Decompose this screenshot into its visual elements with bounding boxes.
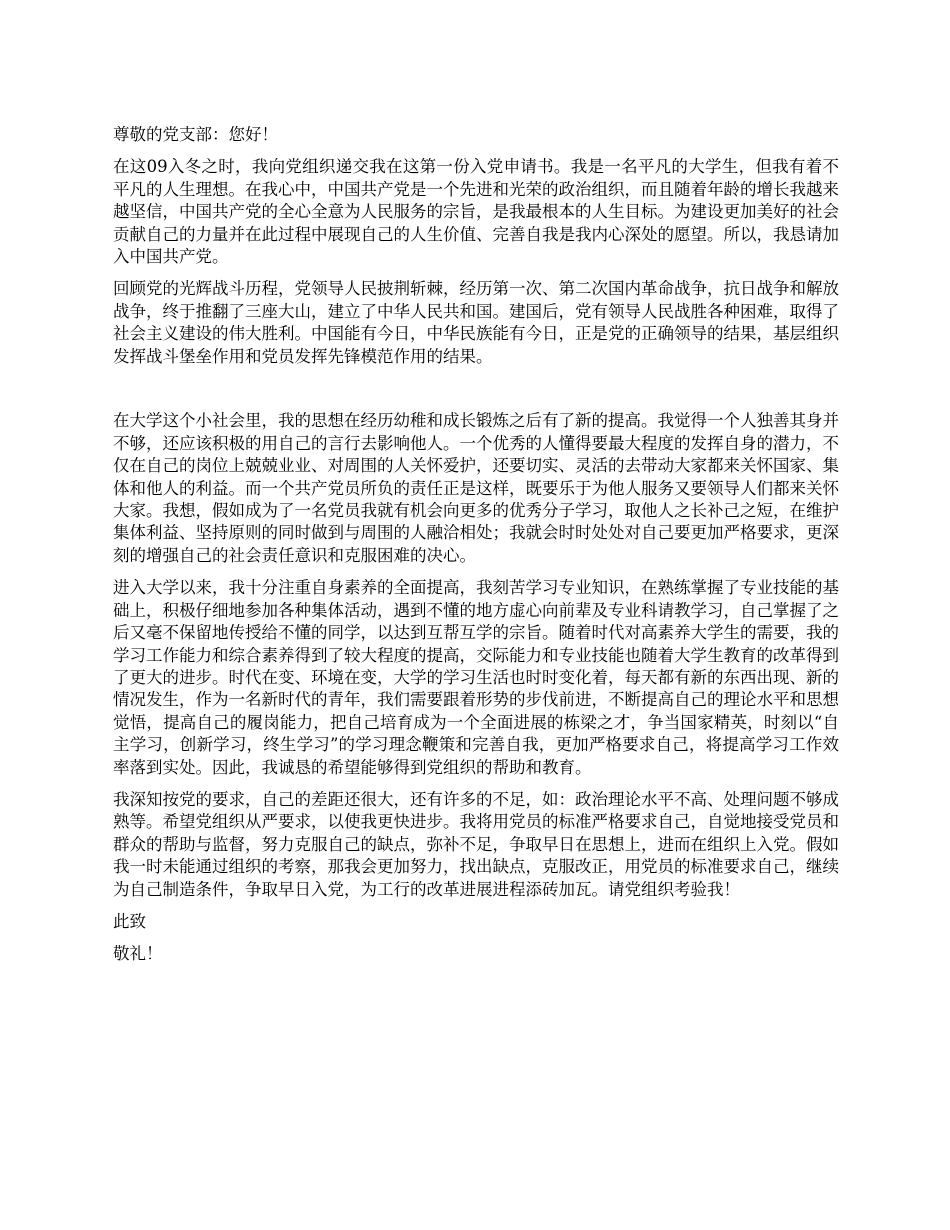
blank-line [113,378,839,400]
letter-closing-zhici: 此致 [113,911,146,931]
letter-paragraph-1: 在这09入冬之时，我向党组织递交我在这第一份入党申请书。我是一名平凡的大学生，但我有着不平凡的人生理想。在我心中，中国共产党是一个先进和光荣的政治组织，而且随着年龄的增长我越来越坚信，中国共产党的全心全意为人民服务的宗旨，是我最根本的人生目标。为建设更加美好的社会贡献自己的力量并在此过程中展现自己的人生价值、完善自我是我内心深处的愿望。所以，我恳请加入中国共产党。 [113,157,839,267]
letter-closing-jingli: 敬礼！ [113,944,163,964]
letter-paragraph-5: 我深知按党的要求，自己的差距还很大，还有许多的不足，如：政治理论水平不高、处理问题不够成熟等。希望党组织从严要求，以使我更快进步。我将用党员的标准严格要求自己，自觉地接受党员和群众的帮助与监督，努力克服自己的缺点，弥补不足，争取早日在思想上，进而在组织上入党。假如我一时未能通过组织的考察，那我会更加努力，找出缺点，克服改正，用党员的标准要求自己，继续为自己制造条件，争取早日入党，为工行的改革进展进程添砖加瓦。请党组织考验我！ [113,789,839,899]
letter-body [113,124,839,976]
letter-paragraph-3: 在大学这个小社会里，我的思想在经历幼稚和成长锻炼之后有了新的提高。我觉得一个人独善其身并不够，还应该积极的用自己的言行去影响他人。一个优秀的人懂得要最大程度的发挥自身的潜力，不仅在自己的岗位上兢兢业业、对周围的人关怀爱护，还要切实、灵活的去带动大家都来关怀国家、集体和他人的利益。而一个共产党员所负的责任正是这样，既要乐于为他人服务又要领导人们都来关怀大家。我想，假如成为了一名党员我就有机会向更多的优秀分子学习，取他人之长补己之短，在维护集体利益、坚持原则的同时做到与周围的人融洽相处；我就会时时处处对自己要更加严格要求，更深刻的增强自己的社会责任意识和克服困难的决心。 [113,411,839,565]
letter-salutation: 尊敬的党支部：您好！ [113,125,278,144]
letter-paragraph-2: 回顾党的光辉战斗历程，党领导人民披荆斩棘，经历第一次、第二次国内革命战争，抗日战争和解放战争，终于推翻了三座大山，建立了中华人民共和国。建国后，党有领导人民战胜各种困难，取得了社会主义建设的伟大胜利。中国能有今日，中华民族能有今日，正是党的正确领导的结果，基层组织发挥战斗堡垒作用和党员发挥先锋模范作用的结果。 [113,279,839,366]
letter-paragraph-4: 进入大学以来，我十分注重自身素养的全面提高，我刻苦学习专业知识，在熟练掌握了专业技能的基础上，积极仔细地参加各种集体活动，遇到不懂的地方虚心向前辈及专业科请教学习，自己掌握了之后又毫不保留地传授给不懂的同学，以达到互帮互学的宗旨。随着时代对高素养大学生的需要，我的学习工作能力和综合素养得到了较大程度的提高，交际能力和专业技能也随着大学生教育的改革得到了更大的进步。时代在变、环境在变，大学的学习生活也时时变化着，每天都有新的东西出现、新的情况发生，作为一名新时代的青年，我们需要跟着形势的步伐前进，不断提高自己的理论水平和思想觉悟，提高自己的履岗能力，把自己培育成为一个全面进展的栋梁之才，争当国家精英，时刻以“自主学习，创新学习，终生学习”的学习理念鞭策和完善自我，更加严格要求自己，将提高学习工作效率落到实处。因此，我诚恳的希望能够得到党组织的帮助和教育。 [113,578,839,777]
